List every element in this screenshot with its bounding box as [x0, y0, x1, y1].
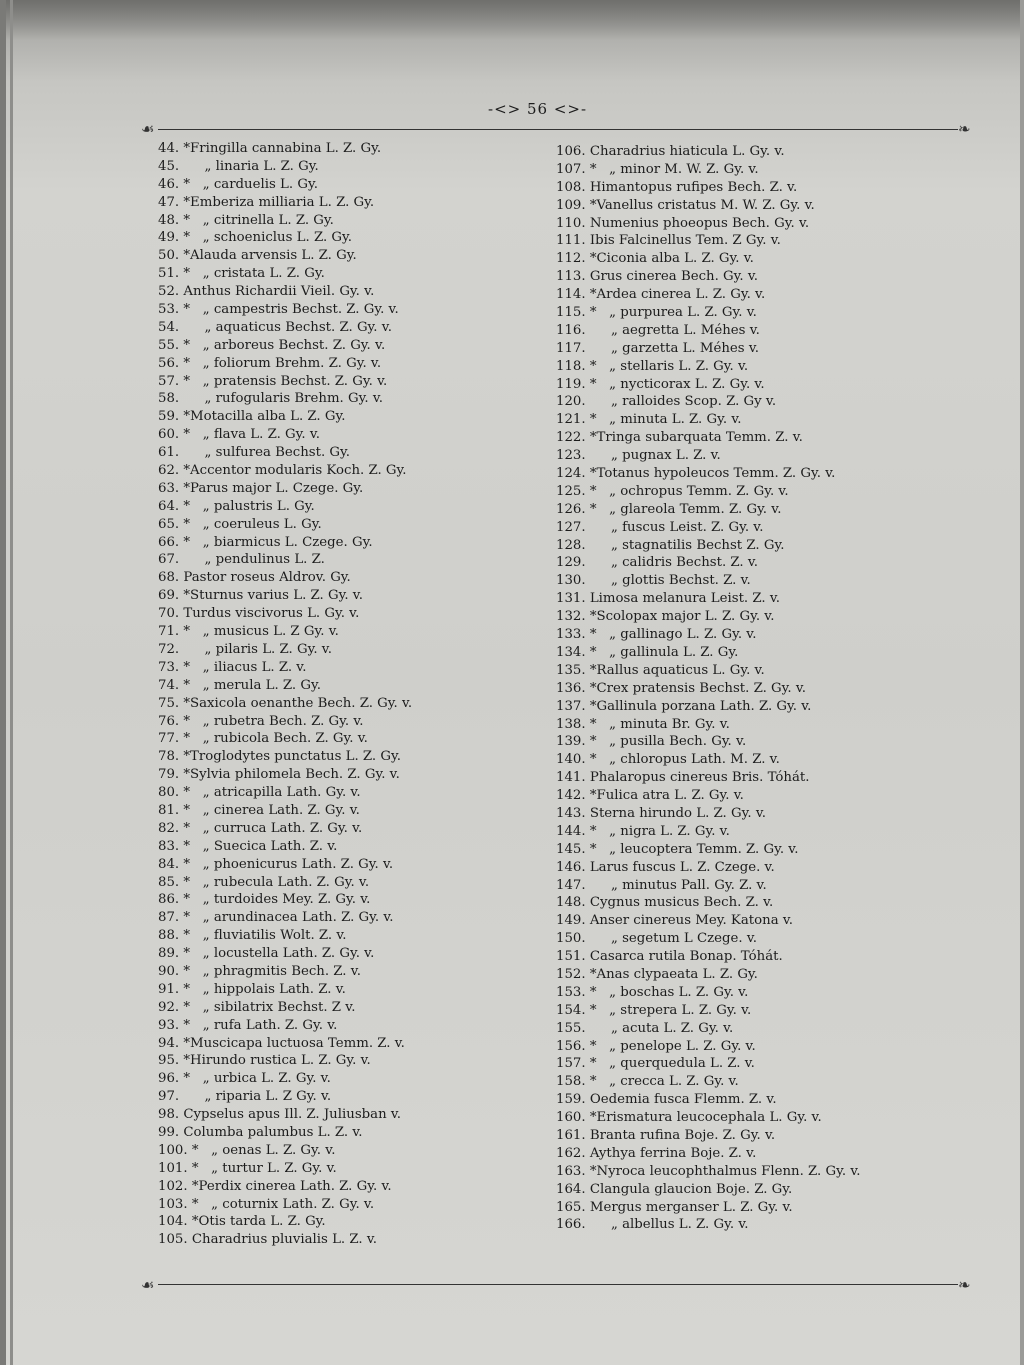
species-entry-text: 106. Charadrius hiaticula L. Gy. v.	[556, 144, 785, 159]
species-entry	[556, 1216, 958, 1234]
species-entry-text: 74. * „ merula L. Z. Gy.	[158, 677, 321, 693]
species-entry-text: 114. *Ardea cinerea L. Z. Gy. v.	[556, 287, 766, 303]
species-entry	[158, 695, 558, 713]
species-entry-text: 85. * „ rubecula Lath. Z. Gy. v.	[158, 874, 370, 890]
species-entry	[158, 337, 558, 355]
species-entry	[158, 498, 558, 516]
species-entry	[158, 480, 558, 498]
species-entry-text: 111. Ibis Falcinellus Tem. Z Gy. v.	[556, 233, 781, 249]
species-entry	[556, 1073, 958, 1091]
species-entry	[158, 319, 558, 337]
species-entry-text: 88. * „ fluviatilis Wolt. Z. v.	[158, 928, 347, 944]
species-entry-text: 113. Grus cinerea Bech. Gy. v.	[556, 269, 759, 285]
species-entry	[158, 820, 558, 838]
species-entry	[556, 590, 958, 608]
species-entry	[158, 605, 558, 623]
species-entry-text: 102. *Perdix cinerea Lath. Z. Gy. v.	[158, 1178, 392, 1194]
species-entry-text: 95. *Hirundo rustica L. Z. Gy. v.	[158, 1053, 371, 1069]
species-entry	[158, 408, 558, 426]
scan-shadow-top	[0, 0, 1024, 40]
species-entry	[556, 733, 958, 751]
species-entry	[556, 232, 958, 250]
species-entry	[556, 1038, 958, 1056]
species-entry-text: 135. *Rallus aquaticus L. Gy. v.	[556, 662, 765, 678]
species-entry-text: 122. *Tringa subarquata Temm. Z. v.	[556, 430, 803, 446]
species-entry-text: 100. * „ oenas L. Z. Gy. v.	[158, 1142, 336, 1158]
species-entry-text: 52. Anthus Richardii Vieil. Gy. v.	[158, 284, 375, 300]
species-entry	[556, 1091, 958, 1109]
species-entry	[158, 641, 558, 659]
species-entry	[158, 587, 558, 605]
species-entry	[158, 1213, 558, 1231]
species-entry-text: 151. Casarca rutila Bonap. Tóhát.	[556, 949, 783, 965]
species-entry-text: 98. Cypselus apus Ill. Z. Juliusban v.	[158, 1107, 402, 1123]
species-entry-text: 71. * „ musicus L. Z Gy. v.	[158, 624, 339, 640]
species-entry-text: 130. „ glottis Bechst. Z. v.	[556, 573, 751, 589]
species-entry	[556, 1163, 958, 1181]
species-entry	[158, 713, 558, 731]
species-entry-text: 70. Turdus viscivorus L. Gy. v.	[158, 606, 360, 622]
species-entry-text: 156. * „ penelope L. Z. Gy. v.	[556, 1038, 756, 1054]
species-entry	[158, 373, 558, 391]
species-entry	[158, 212, 558, 230]
species-entry-text: 143. Sterna hirundo L. Z. Gy. v.	[556, 805, 766, 821]
species-entry-text: 119. * „ nycticorax L. Z. Gy. v.	[556, 376, 765, 392]
species-entry-text: 160. *Erismatura leucocephala L. Gy. v.	[556, 1110, 822, 1126]
species-entry	[556, 393, 958, 411]
species-entry-text: 67. „ pendulinus L. Z.	[158, 552, 325, 568]
species-entry	[556, 286, 958, 304]
species-entry-text: 162. Aythya ferrina Boje. Z. v.	[556, 1145, 757, 1161]
species-entry	[556, 966, 958, 984]
species-entry	[556, 250, 958, 268]
species-entry-text: 53. * „ campestris Bechst. Z. Gy. v.	[158, 302, 399, 318]
species-entry-text: 69. *Sturnus varius L. Z. Gy. v.	[158, 588, 363, 604]
top-rule	[158, 129, 958, 130]
species-entry	[158, 838, 558, 856]
species-entry-text: 81. * „ cinerea Lath. Z. Gy. v.	[158, 802, 360, 818]
species-entry-text: 115. * „ purpurea L. Z. Gy. v.	[556, 305, 757, 321]
species-entry	[556, 340, 958, 358]
species-entry	[158, 784, 558, 802]
species-entry-text: 73. * „ iliacus L. Z. v.	[158, 659, 307, 675]
ornament-bottom-right: ❧	[958, 1276, 971, 1294]
species-entry-text: 153. * „ boschas L. Z. Gy. v.	[556, 984, 749, 1000]
species-entry-text: 107. * „ minor M. W. Z. Gy. v.	[556, 161, 759, 177]
species-entry-text: 141. Phalaropus cinereus Bris. Tóhát.	[556, 770, 810, 786]
species-entry	[556, 501, 958, 519]
species-entry	[158, 247, 558, 265]
species-entry-text: 144. * „ nigra L. Z. Gy. v.	[556, 823, 730, 839]
species-entry-text: 109. *Vanellus cristatus M. W. Z. Gy. v.	[556, 197, 815, 213]
species-entry-text: 136. *Crex pratensis Bechst. Z. Gy. v.	[556, 680, 807, 696]
species-entry-text: 90. * „ phragmitis Bech. Z. v.	[158, 963, 361, 979]
species-entry	[158, 659, 558, 677]
species-entry-text: 44. *Fringilla cannabina L. Z. Gy.	[158, 141, 382, 156]
species-entry-text: 49. * „ schoeniclus L. Z. Gy.	[158, 230, 352, 246]
species-entry-text: 48. * „ citrinella L. Z. Gy.	[158, 212, 334, 228]
species-entry-text: 108. Himantopus rufipes Bech. Z. v.	[556, 179, 798, 195]
species-entry-text: 105. Charadrius pluvialis L. Z. v.	[158, 1232, 377, 1248]
species-entry	[556, 483, 958, 501]
species-entry-text: 101. * „ turtur L. Z. Gy. v.	[158, 1160, 337, 1176]
species-entry	[556, 680, 958, 698]
species-entry	[556, 608, 958, 626]
species-entry	[158, 802, 558, 820]
species-entry-text: 147. „ minutus Pall. Gy. Z. v.	[556, 877, 767, 893]
species-entry	[158, 140, 558, 158]
species-entry-text: 124. *Totanus hypoleucos Temm. Z. Gy. v.	[556, 466, 836, 482]
species-entry	[556, 304, 958, 322]
species-entry-text: 152. *Anas clypaeata L. Z. Gy.	[556, 966, 758, 982]
species-entry	[556, 859, 958, 877]
species-entry-text: 112. *Ciconia alba L. Z. Gy. v.	[556, 251, 754, 267]
species-entry-text: 80. * „ atricapilla Lath. Gy. v.	[158, 785, 361, 801]
species-entry	[158, 176, 558, 194]
species-entry	[556, 1127, 958, 1145]
species-entry	[158, 1196, 558, 1214]
species-list-right	[556, 143, 958, 1234]
species-entry-text: 68. Pastor roseus Aldrov. Gy.	[158, 570, 351, 586]
species-entry-text: 97. „ riparia L. Z Gy. v.	[158, 1089, 332, 1105]
ornament-top-left: ☙	[141, 120, 155, 138]
species-entry-text: 79. *Sylvia philomela Bech. Z. Gy. v.	[158, 767, 400, 783]
species-entry-text: 50. *Alauda arvensis L. Z. Gy.	[158, 248, 357, 264]
species-entry-text: 128. „ stagnatilis Bechst Z. Gy.	[556, 537, 785, 553]
species-entry	[158, 158, 558, 176]
species-entry-text: 133. * „ gallinago L. Z. Gy. v.	[556, 627, 757, 643]
species-entry	[556, 894, 958, 912]
species-entry-text: 96. * „ urbica L. Z. Gy. v.	[158, 1071, 331, 1087]
page-number: -<> 56 <>-	[488, 100, 588, 118]
species-entry	[158, 569, 558, 587]
species-entry	[158, 677, 558, 695]
species-entry	[158, 283, 558, 301]
species-entry-text: 66. * „ biarmicus L. Czege. Gy.	[158, 534, 373, 550]
species-list-left	[158, 140, 558, 1249]
species-entry-text: 149. Anser cinereus Mey. Katona v.	[556, 913, 794, 929]
species-entry	[556, 268, 958, 286]
species-entry-text: 45. „ linaria L. Z. Gy.	[158, 158, 319, 174]
species-entry	[556, 1181, 958, 1199]
species-entry	[556, 411, 958, 429]
species-entry-text: 125. * „ ochropus Temm. Z. Gy. v.	[556, 483, 789, 499]
species-entry-text: 65. * „ coeruleus L. Gy.	[158, 516, 322, 532]
species-entry-text: 146. Larus fuscus L. Z. Czege. v.	[556, 859, 775, 875]
species-entry-text: 129. „ calidris Bechst. Z. v.	[556, 555, 759, 571]
species-entry-text: 64. * „ palustris L. Gy.	[158, 498, 315, 514]
species-entry	[158, 999, 558, 1017]
species-entry	[556, 143, 958, 161]
species-entry	[556, 376, 958, 394]
species-entry	[158, 945, 558, 963]
species-entry	[556, 161, 958, 179]
species-entry	[556, 465, 958, 483]
species-entry	[158, 909, 558, 927]
species-entry	[158, 1035, 558, 1053]
species-entry-text: 120. „ ralloides Scop. Z. Gy v.	[556, 394, 777, 410]
species-entry	[158, 1231, 558, 1249]
species-entry	[556, 805, 958, 823]
species-entry	[158, 444, 558, 462]
species-entry-text: 62. *Accentor modularis Koch. Z. Gy.	[158, 463, 407, 479]
species-entry-text: 142. *Fulica atra L. Z. Gy. v.	[556, 788, 744, 804]
species-entry	[158, 730, 558, 748]
species-entry-text: 117. „ garzetta L. Méhes v.	[556, 340, 760, 356]
species-entry	[158, 874, 558, 892]
species-entry-text: 55. * „ arboreus Bechst. Z. Gy. v.	[158, 337, 386, 353]
species-entry	[556, 1145, 958, 1163]
scan-edge-right	[1020, 0, 1024, 1365]
species-entry	[556, 1109, 958, 1127]
species-entry	[158, 551, 558, 569]
species-entry-text: 93. * „ rufa Lath. Z. Gy. v.	[158, 1017, 338, 1033]
species-entry	[556, 841, 958, 859]
species-entry-text: 137. *Gallinula porzana Lath. Z. Gy. v.	[556, 698, 812, 714]
species-entry	[556, 572, 958, 590]
species-entry	[556, 537, 958, 555]
species-entry	[556, 429, 958, 447]
species-entry	[158, 623, 558, 641]
species-entry-text: 118. * „ stellaris L. Z. Gy. v.	[556, 358, 749, 374]
species-entry-text: 76. * „ rubetra Bech. Z. Gy. v.	[158, 713, 364, 729]
species-entry-text: 47. *Emberiza milliaria L. Z. Gy.	[158, 194, 375, 210]
species-entry-text: 148. Cygnus musicus Bech. Z. v.	[556, 895, 774, 911]
species-entry-text: 116. „ aegretta L. Méhes v.	[556, 322, 760, 338]
species-entry-text: 127. „ fuscus Leist. Z. Gy. v.	[556, 519, 764, 535]
species-entry-text: 99. Columba palumbus L. Z. v.	[158, 1124, 363, 1140]
species-entry-text: 87. * „ arundinacea Lath. Z. Gy. v.	[158, 910, 394, 926]
species-entry	[158, 229, 558, 247]
species-entry	[158, 462, 558, 480]
species-entry-text: 134. * „ gallinula L. Z. Gy.	[556, 644, 739, 660]
species-entry	[158, 301, 558, 319]
species-entry-text: 140. * „ chloropus Lath. M. Z. v.	[556, 752, 780, 768]
species-entry-text: 72. „ pilaris L. Z. Gy. v.	[158, 641, 332, 657]
species-entry	[158, 1052, 558, 1070]
species-entry	[556, 554, 958, 572]
species-entry	[158, 1160, 558, 1178]
scan-edge-left-inner	[10, 0, 13, 1365]
species-entry	[556, 1002, 958, 1020]
species-entry-text: 82. * „ curruca Lath. Z. Gy. v.	[158, 820, 363, 836]
species-entry	[158, 1124, 558, 1142]
species-entry	[158, 534, 558, 552]
species-entry	[556, 751, 958, 769]
species-entry-text: 165. Mergus merganser L. Z. Gy. v.	[556, 1199, 793, 1215]
species-entry-text: 61. „ sulfurea Bechst. Gy.	[158, 445, 350, 461]
species-entry-text: 132. *Scolopax major L. Z. Gy. v.	[556, 609, 775, 625]
species-entry-text: 60. * „ flava L. Z. Gy. v.	[158, 427, 321, 443]
species-entry-text: 103. * „ coturnix Lath. Z. Gy. v.	[158, 1196, 375, 1212]
species-entry-text: 84. * „ phoenicurus Lath. Z. Gy. v.	[158, 856, 394, 872]
bottom-rule	[158, 1284, 958, 1285]
species-entry-text: 54. „ aquaticus Bechst. Z. Gy. v.	[158, 319, 392, 335]
species-entry	[556, 984, 958, 1002]
species-entry-text: 91. * „ hippolais Lath. Z. v.	[158, 981, 346, 997]
species-entry	[556, 948, 958, 966]
species-entry	[158, 426, 558, 444]
species-entry	[158, 194, 558, 212]
species-entry	[158, 1017, 558, 1035]
species-entry	[158, 856, 558, 874]
species-entry-text: 139. * „ pusilla Bech. Gy. v.	[556, 734, 747, 750]
species-entry	[158, 355, 558, 373]
species-entry	[556, 930, 958, 948]
species-entry-text: 166. „ albellus L. Z. Gy. v.	[556, 1217, 749, 1233]
species-entry-text: 155. „ acuta L. Z. Gy. v.	[556, 1020, 734, 1036]
species-entry	[158, 963, 558, 981]
species-entry	[158, 516, 558, 534]
species-entry	[556, 447, 958, 465]
species-entry	[556, 698, 958, 716]
species-entry-text: 131. Limosa melanura Leist. Z. v.	[556, 591, 780, 607]
species-entry-text: 164. Clangula glaucion Boje. Z. Gy.	[556, 1181, 793, 1197]
species-entry	[556, 912, 958, 930]
species-entry-text: 57. * „ pratensis Bechst. Z. Gy. v.	[158, 373, 388, 389]
species-entry-text: 161. Branta rufina Boje. Z. Gy. v.	[556, 1127, 776, 1143]
species-entry	[158, 265, 558, 283]
species-entry-text: 92. * „ sibilatrix Bechst. Z v.	[158, 999, 356, 1015]
species-entry	[158, 766, 558, 784]
species-entry	[556, 644, 958, 662]
species-entry-text: 46. * „ carduelis L. Gy.	[158, 176, 318, 192]
species-entry-text: 126. * „ glareola Temm. Z. Gy. v.	[556, 501, 782, 517]
species-entry-text: 154. * „ strepera L. Z. Gy. v.	[556, 1002, 752, 1018]
species-entry-text: 150. „ segetum L Czege. v.	[556, 931, 757, 947]
ornament-top-right: ❧	[958, 120, 971, 138]
species-entry	[556, 877, 958, 895]
ornament-bottom-left: ☙	[141, 1276, 155, 1294]
species-entry	[556, 716, 958, 734]
species-entry	[556, 519, 958, 537]
species-entry	[158, 1142, 558, 1160]
species-entry	[158, 1178, 558, 1196]
species-entry-text: 59. *Motacilla alba L. Z. Gy.	[158, 409, 346, 425]
species-entry-text: 145. * „ leucoptera Temm. Z. Gy. v.	[556, 841, 799, 857]
species-entry-text: 158. * „ crecca L. Z. Gy. v.	[556, 1074, 739, 1090]
species-entry	[158, 1088, 558, 1106]
species-entry	[556, 662, 958, 680]
species-entry	[158, 927, 558, 945]
species-entry	[556, 626, 958, 644]
species-entry	[556, 787, 958, 805]
species-entry	[556, 197, 958, 215]
species-entry-text: 77. * „ rubicola Bech. Z. Gy. v.	[158, 731, 368, 747]
species-entry-text: 110. Numenius phoeopus Bech. Gy. v.	[556, 215, 810, 231]
species-entry	[158, 390, 558, 408]
species-entry-text: 163. *Nyroca leucophthalmus Flenn. Z. Gy. v.	[556, 1163, 861, 1179]
species-entry-text: 63. *Parus major L. Czege. Gy.	[158, 480, 364, 496]
species-entry	[158, 748, 558, 766]
species-entry	[556, 179, 958, 197]
species-entry-text: 86. * „ turdoides Mey. Z. Gy. v.	[158, 892, 371, 908]
species-entry	[556, 215, 958, 233]
species-entry	[556, 1020, 958, 1038]
species-entry	[556, 823, 958, 841]
species-entry	[556, 358, 958, 376]
species-entry	[158, 1070, 558, 1088]
species-entry-text: 159. Oedemia fusca Flemm. Z. v.	[556, 1092, 777, 1108]
species-entry-text: 138. * „ minuta Br. Gy. v.	[556, 716, 730, 732]
scan-edge-left	[0, 0, 6, 1365]
species-entry-text: 94. *Muscicapa luctuosa Temm. Z. v.	[158, 1035, 405, 1051]
species-entry-text: 104. *Otis tarda L. Z. Gy.	[158, 1214, 326, 1230]
species-entry-text: 75. *Saxicola oenanthe Bech. Z. Gy. v.	[158, 695, 413, 711]
species-entry-text: 157. * „ querquedula L. Z. v.	[556, 1056, 755, 1072]
species-entry-text: 78. *Troglodytes punctatus L. Z. Gy.	[158, 749, 401, 765]
species-entry-text: 83. * „ Suecica Lath. Z. v.	[158, 838, 338, 854]
species-entry-text: 51. * „ cristata L. Z. Gy.	[158, 266, 325, 282]
species-entry	[158, 981, 558, 999]
species-entry	[556, 1199, 958, 1217]
species-entry	[556, 1055, 958, 1073]
species-entry-text: 56. * „ foliorum Brehm. Z. Gy. v.	[158, 355, 382, 371]
species-entry-text: 121. * „ minuta L. Z. Gy. v.	[556, 412, 742, 428]
species-entry-text: 123. „ pugnax L. Z. v.	[556, 448, 721, 464]
species-entry	[556, 322, 958, 340]
species-entry	[158, 1106, 558, 1124]
species-entry-text: 89. * „ locustella Lath. Z. Gy. v.	[158, 946, 375, 962]
species-entry	[158, 891, 558, 909]
species-entry-text: 58. „ rufogularis Brehm. Gy. v.	[158, 391, 383, 407]
species-entry	[556, 769, 958, 787]
